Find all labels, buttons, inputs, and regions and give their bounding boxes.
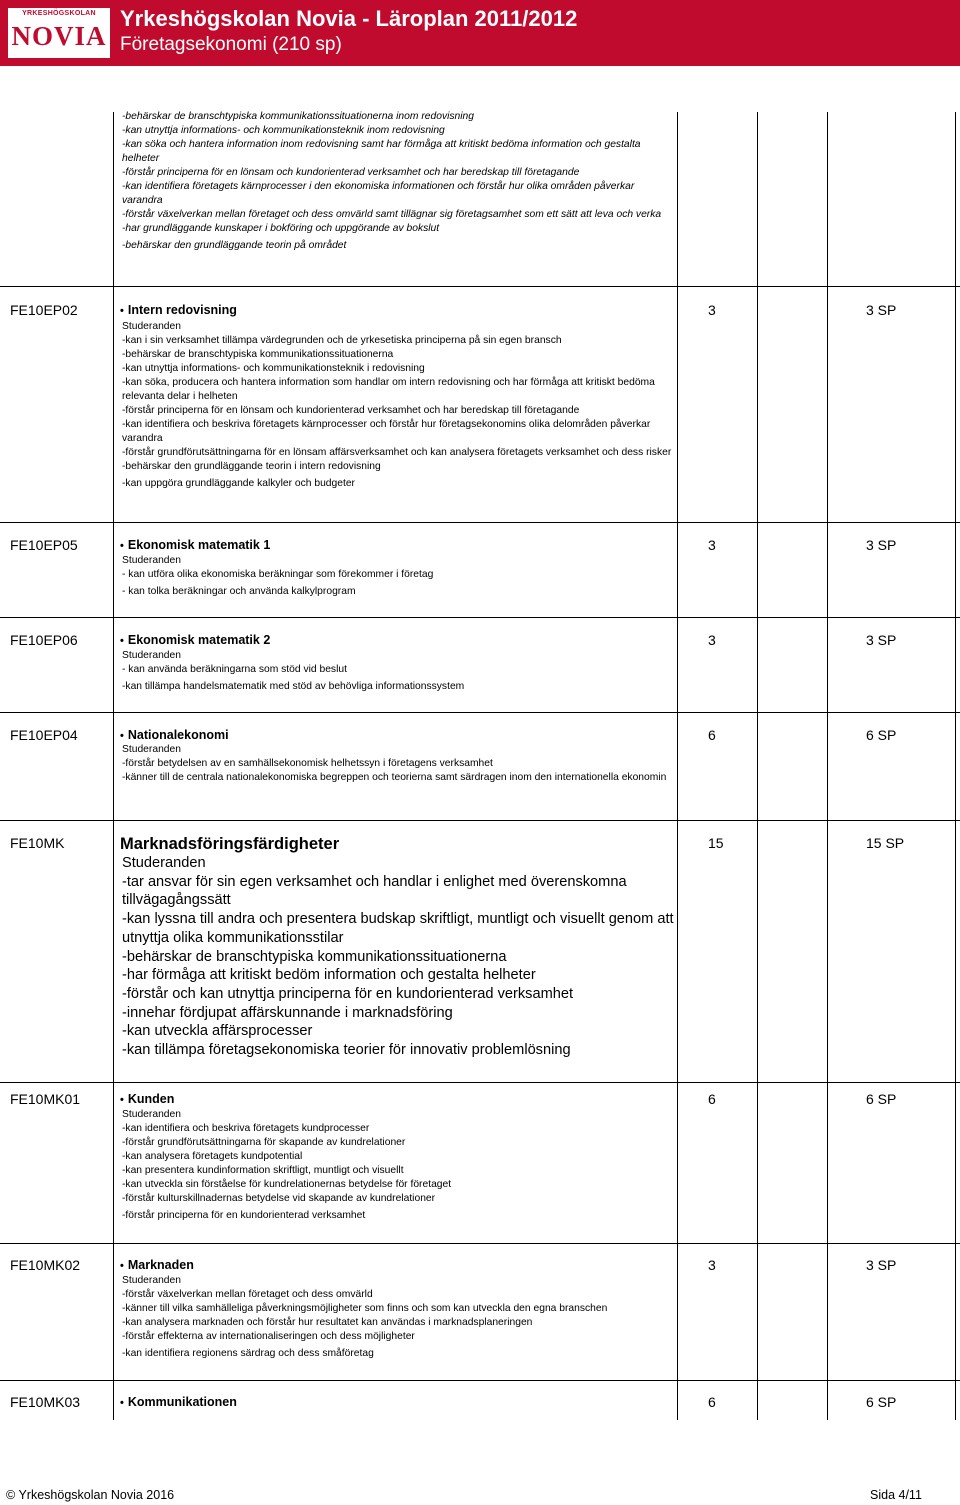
outcome-line: -förstår växelverkan mellan företaget och dess omvärld samt tillägnar sig företagsamhet som ett sätt att leva och verka: [122, 209, 662, 220]
row-divider: [0, 1243, 960, 1244]
outcome-line: -förstår grundförutsättningarna för skapande av kundrelationer: [122, 1137, 406, 1148]
course-title: [120, 1395, 237, 1409]
outcome-line: - kan tolka beräkningar och använda kalkylprogram: [122, 586, 356, 597]
course-sp: 6 SP: [866, 727, 897, 743]
outcome-line: -förstår grundförutsättningarna för en lönsam affärsverksamhet och kan analysera företagets verksamhet och dess risker: [122, 447, 672, 458]
outcome-line: -förstår kulturskillnadernas betydelse vid skapande av kundrelationer: [122, 1193, 436, 1204]
course-code: FE10MK: [10, 835, 65, 851]
row-divider: [0, 1082, 960, 1083]
outcome-line: -kan i sin verksamhet tillämpa värdegrunden och de yrkesetiska principerna på sin egen bransch: [122, 335, 562, 346]
row-divider: [0, 522, 960, 523]
row-divider: [0, 617, 960, 618]
bullet-icon: •: [120, 1397, 124, 1409]
outcome-line: -kan utnyttja informations- och kommunikationsteknik i redovisning: [122, 363, 425, 374]
outcome-line: -innehar fördjupat affärskunnande i marknadsföring: [122, 1004, 453, 1021]
bullet-icon: •: [120, 635, 124, 647]
course-outcomes: [122, 320, 674, 491]
outcome-line: -kan presentera kundinformation skriftligt, muntligt och visuellt: [122, 1165, 404, 1176]
grid-line: [827, 112, 828, 1420]
outcome-line: -har förmåga att kritiskt bedöm information och gestalta helheter: [122, 967, 536, 984]
outcome-line: - kan använda beräkningarna som stöd vid beslut: [122, 664, 347, 675]
course-sp: 6 SP: [866, 1091, 897, 1107]
row-divider: [0, 712, 960, 713]
continued-learning-outcomes: [122, 110, 674, 253]
course-outcomes: [122, 854, 674, 1060]
course-code: FE10MK01: [10, 1091, 81, 1107]
outcome-line: -förstår principerna för en lönsam och kundorienterad verksamhet och har beredskap till företagande: [122, 167, 580, 178]
course-credits: 15: [708, 835, 724, 851]
course-sp: 3 SP: [866, 632, 897, 648]
course-title: [120, 633, 270, 647]
course-outcomes: [122, 649, 674, 694]
grid-line: [955, 112, 956, 1420]
course-title: [120, 728, 229, 742]
outcome-line: - kan utföra olika ekonomiska beräkningar som förekommer i företag: [122, 569, 434, 580]
course-sp: 6 SP: [866, 1394, 897, 1410]
row-divider: [0, 1380, 960, 1381]
outcome-line: -kan uppgöra grundläggande kalkyler och budgeter: [122, 478, 355, 489]
outcome-line: Studeranden: [122, 1275, 181, 1286]
outcome-line: -behärskar de branschtypiska kommunikationssituationerna: [122, 349, 394, 360]
logo-top-text: YRKESHÖGSKOLAN: [22, 10, 96, 17]
outcome-line: -behärskar de branschtypiska kommunikationssituationerna: [122, 948, 507, 965]
bullet-icon: •: [120, 305, 124, 317]
course-sp: 15 SP: [866, 835, 905, 851]
outcome-line: -kan analysera marknaden och förstår hur resultatet kan användas i marknadsplaneringen: [122, 1317, 533, 1328]
course-code: FE10EP04: [10, 727, 78, 743]
course-title-text: Marknaden: [127, 1258, 194, 1272]
course-sp: 3 SP: [866, 1257, 897, 1273]
course-credits: 3: [708, 632, 716, 648]
outcome-line: -har grundläggande kunskaper i bokföring och uppgörande av bokslut: [122, 223, 440, 234]
grid-line: [677, 112, 678, 1420]
outcome-line: -förstår betydelsen av en samhällsekonomisk helhetssyn i företagens verksamhet: [122, 758, 493, 769]
page-header: [0, 0, 960, 66]
footer-page-number: Sida 4/11: [870, 1488, 922, 1502]
course-title-text: Nationalekonomi: [127, 728, 229, 742]
grid-line: [757, 112, 758, 1420]
outcome-line: -förstår effekterna av internationaliseringen och dess möjligheter: [122, 1331, 415, 1342]
outcome-line: -förstår principerna för en kundorienterad verksamhet: [122, 1210, 366, 1221]
course-sp: 3 SP: [866, 302, 897, 318]
outcome-line: -kan utveckla sin förståelse för kundrelationernas betydelse för företaget: [122, 1179, 452, 1190]
outcome-line: -kan analysera företagets kundpotential: [122, 1151, 303, 1162]
course-title: [120, 303, 237, 317]
outcome-line: Studeranden: [122, 1109, 181, 1120]
row-divider: [0, 820, 960, 821]
outcome-line: -kan tillämpa företagsekonomiska teorier för innovativ problemlösning: [122, 1042, 571, 1059]
outcome-line: Studeranden: [122, 855, 206, 871]
outcome-line: -kan identifiera och beskriva företagets kärnprocesser och förstår hur företagsekonomins olika delområden påverkar varandra: [122, 419, 651, 444]
course-title: [120, 1092, 174, 1106]
outcome-line: -behärskar de branschtypiska kommunikationssituationerna inom redovisning: [122, 111, 474, 122]
course-code: FE10MK02: [10, 1257, 81, 1273]
bullet-icon: •: [120, 1094, 124, 1106]
outcome-line: -förstår principerna för en lönsam och kundorienterad verksamhet och har beredskap till företagande: [122, 405, 580, 416]
course-code: FE10MK03: [10, 1394, 81, 1410]
outcome-line: -kan identifiera företagets kärnprocesser i den ekonomiska informationen och förstår hur olika områden påverkar varandra: [122, 181, 635, 206]
course-title-text: Intern redovisning: [127, 303, 237, 317]
outcome-line: -kan identifiera och beskriva företagets kundprocesser: [122, 1123, 370, 1134]
outcome-line: -kan identifiera regionens särdrag och dess småföretag: [122, 1348, 374, 1359]
course-sp: 3 SP: [866, 537, 897, 553]
outcome-line: -kan utnyttja informations- och kommunikationsteknik inom redovisning: [122, 125, 445, 136]
course-outcomes: [122, 1274, 674, 1361]
course-credits: 6: [708, 727, 716, 743]
course-outcomes: [122, 743, 674, 785]
outcome-line: Studeranden: [122, 555, 181, 566]
course-title: [120, 835, 339, 854]
outcome-line: -känner till de centrala nationalekonomiska begreppen och teorierna samt särdragen inom den internationella ekonomin: [122, 772, 667, 783]
course-title-text: Marknadsföringsfärdigheter: [120, 835, 340, 853]
footer-copyright: © Yrkeshögskolan Novia 2016: [6, 1488, 175, 1502]
course-title: [120, 538, 270, 552]
outcome-line: Studeranden: [122, 744, 181, 755]
outcome-line: Studeranden: [122, 650, 181, 661]
page-title: Yrkeshögskolan Novia - Läroplan 2011/2012: [120, 6, 578, 31]
novia-logo: [8, 8, 110, 58]
course-credits: 3: [708, 1257, 716, 1273]
outcome-line: -kan söka, producera och hantera information som handlar om intern redovisning och har förmåga att kritiskt bedöma relevanta delar i helheten: [122, 377, 655, 402]
outcome-line: -förstår och kan utnyttja principerna för en kundorienterad verksamhet: [122, 985, 574, 1002]
outcome-line: Studeranden: [122, 321, 181, 332]
course-title-text: Ekonomisk matematik 2: [127, 633, 271, 647]
bullet-icon: •: [120, 540, 124, 552]
course-code: FE10EP06: [10, 632, 78, 648]
outcome-line: -behärskar den grundläggande teorin i intern redovisning: [122, 461, 381, 472]
bullet-icon: •: [120, 730, 124, 742]
row-divider: [0, 286, 960, 287]
page-subtitle: Företagsekonomi (210 sp): [120, 34, 342, 55]
course-title-text: Kommunikationen: [127, 1395, 237, 1409]
course-credits: 3: [708, 537, 716, 553]
course-title-text: Ekonomisk matematik 1: [127, 538, 271, 552]
outcome-line: -tar ansvar för sin egen verksamhet och handlar i enlighet med överenskomna tillvägagångssätt: [122, 873, 627, 909]
course-credits: 6: [708, 1394, 716, 1410]
bullet-icon: •: [120, 1260, 124, 1272]
course-outcomes: [122, 554, 674, 599]
course-title-text: Kunden: [127, 1092, 175, 1106]
outcome-line: -kan lyssna till andra och presentera budskap skriftligt, muntligt och visuellt genom att utnyttja olika kommunikationsstilar: [122, 911, 674, 946]
course-code: FE10EP02: [10, 302, 78, 318]
course-credits: 3: [708, 302, 716, 318]
course-credits: 6: [708, 1091, 716, 1107]
course-title: [120, 1258, 194, 1272]
outcome-line: -kan utveckla affärsprocesser: [122, 1023, 313, 1040]
course-code: FE10EP05: [10, 537, 78, 553]
outcome-line: -kan tillämpa handelsmatematik med stöd av behövliga informationssystem: [122, 681, 465, 692]
outcome-line: -kan söka och hantera information inom redovisning samt har förmåga att kritiskt bedöma information och gestalta helheter: [122, 139, 641, 164]
outcome-line: -behärskar den grundläggande teorin på området: [122, 240, 347, 251]
course-outcomes: [122, 1108, 674, 1223]
grid-line: [113, 112, 114, 1420]
outcome-line: -förstår växelverkan mellan företaget och dess omvärld: [122, 1289, 373, 1300]
logo-main-text: NOVIA: [11, 21, 107, 51]
outcome-line: -känner till vilka samhälleliga påverkningsmöjligheter som finns och som kan utveckla den egna branschen: [122, 1303, 608, 1314]
